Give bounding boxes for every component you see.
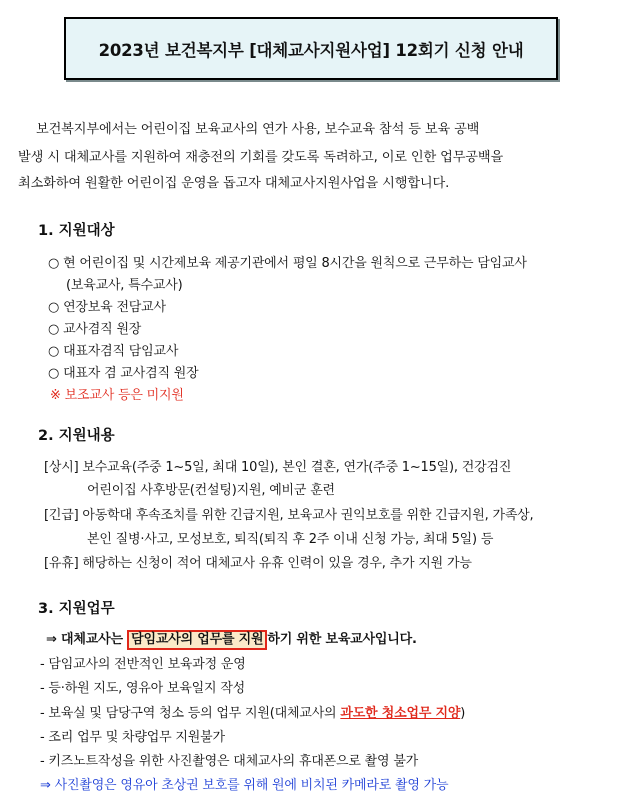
section3-title: 3. 지원업무 bbox=[38, 601, 115, 617]
section1-item-4: ○ 대표자겸직 담임교사 bbox=[48, 344, 179, 359]
section3-item-4: - 조리 업무 및 차량업무 지원불가 bbox=[40, 730, 225, 745]
section3-item-3-prefix: - 보육실 및 담당구역 청소 등의 업무 지원(대체교사의 bbox=[40, 706, 341, 721]
section3-final-note: ⇒ 사진촬영은 영유아 초상권 보호를 위해 원에 비치된 카메라로 촬영 가능 bbox=[40, 778, 449, 793]
section1-item-2: ○ 연장보육 전담교사 bbox=[48, 300, 166, 315]
section1-note: ※ 보조교사 등은 미지원 bbox=[50, 388, 184, 403]
section3-item-3-suffix: ) bbox=[460, 706, 466, 721]
section1-title: 1. 지원대상 bbox=[38, 223, 115, 239]
section1-item-5: ○ 대표자 겸 교사겸직 원장 bbox=[48, 366, 199, 381]
section3-item-1: - 담임교사의 전반적인 보육과정 운영 bbox=[40, 657, 246, 672]
section3-lead bbox=[46, 628, 417, 650]
section3-lead-highlight: 담임교사의 업무를 지원 bbox=[127, 630, 267, 650]
intro-line-1: 보건복지부에서는 어린이집 보육교사의 연가 사용, 보수교육 참석 등 보육 공백 bbox=[36, 122, 480, 137]
section3-item-2: - 등·하원 지도, 영유아 보육일지 작성 bbox=[40, 681, 246, 696]
section1-item-1: ○ 현 어린이집 및 시간제보육 제공기관에서 평일 8시간을 원칙으로 근무하는 담임교사 bbox=[48, 256, 527, 271]
section2-row-3: [유휴] 해당하는 신청이 적어 대체교사 유휴 인력이 있을 경우, 추가 지원 가능 bbox=[44, 556, 472, 571]
section3-item-5: - 키즈노트작성을 위한 사진촬영은 대체교사의 휴대폰으로 촬영 불가 bbox=[40, 754, 419, 769]
title-box bbox=[64, 17, 558, 80]
page-title: 2023년 보건복지부 [대체교사지원사업] 12회기 신청 안내 bbox=[98, 40, 524, 60]
section1-item-1-sub: (보육교사, 특수교사) bbox=[66, 278, 183, 293]
section3-item-3-emphasis: 과도한 청소업무 지양 bbox=[340, 706, 461, 721]
section1-item-3: ○ 교사겸직 원장 bbox=[48, 322, 142, 337]
section2-row-2-cont: 본인 질병·사고, 모성보호, 퇴직(퇴직 후 2주 이내 신청 가능, 최대 5일) 등 bbox=[87, 532, 494, 547]
section3-item-3 bbox=[40, 702, 465, 721]
intro-line-2: 발생 시 대체교사를 지원하여 재충전의 기회를 갖도록 독려하고, 이로 인한 업무공백을 bbox=[18, 150, 504, 165]
intro-line-3: 최소화하여 원활한 어린이집 운영을 돕고자 대체교사지원사업을 시행합니다. bbox=[18, 176, 450, 191]
section3-lead-prefix: ⇒ 대체교사는 bbox=[46, 632, 128, 647]
section2-title: 2. 지원내용 bbox=[38, 428, 115, 444]
section3-lead-suffix: 하기 위한 보육교사입니다. bbox=[267, 632, 417, 647]
section2-row-1: [상시] 보수교육(주중 1~5일, 최대 10일), 본인 결혼, 연가(주중 1~15일), 건강검진 bbox=[44, 460, 512, 475]
section2-row-1-cont: 어린이집 사후방문(컨설팅)지원, 예비군 훈련 bbox=[87, 483, 335, 498]
section2-row-2: [긴급] 아동학대 후속조치를 위한 긴급지원, 보육교사 권익보호를 위한 긴급지원, 가족상, bbox=[44, 508, 534, 523]
